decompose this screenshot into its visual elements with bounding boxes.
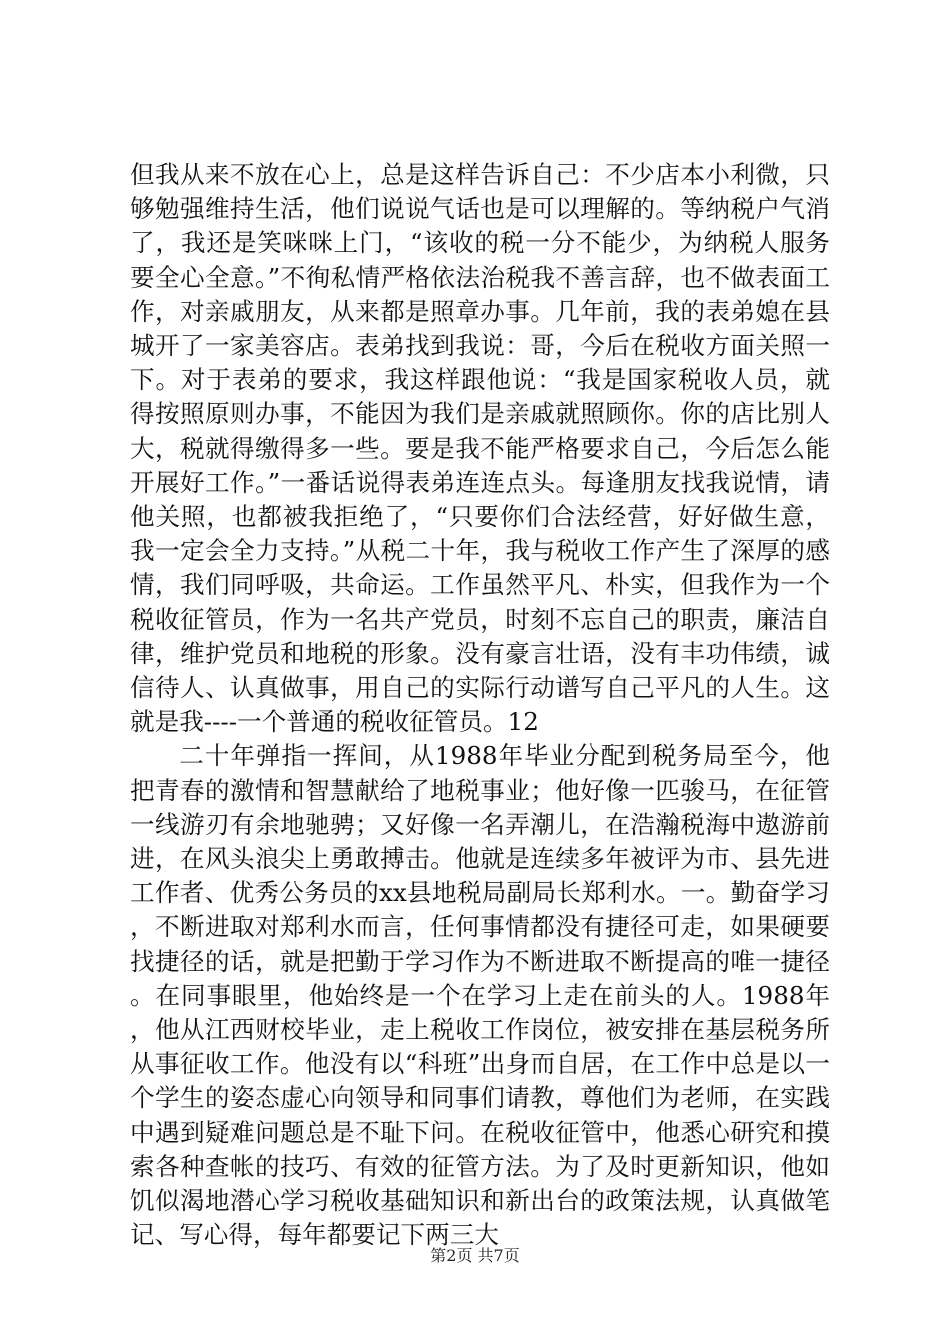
page-footer <box>0 1246 950 1266</box>
paragraph-continued: 但我从来不放在心上，总是这样告诉自己：不少店本小利微，只够勉强维持生活，他们说说气话也是可以理解的。等纳税户气消了，我还是笑咪咪上门，“该收的税一分不能少，为纳税人服务要全心全意。”不徇私情严格依法治税我不善言辞，也不做表面工作，对亲戚朋友，从来都是照章办事。几年前，我的表弟媳在县城开了一家美容店。表弟找到我说：哥，今后在税收方面关照一下。对于表弟的要求，我这样跟他说：“我是国家税收人员，就得按照原则办事，不能因为我们是亲戚就照顾你。你的店比别人大，税就得缴得多一些。要是我不能严格要求自己，今后怎么能开展好工作。”一番话说得表弟连连点头。每逢朋友找我说情，请他关照，也都被我拒绝了，“只要你们合法经营，好好做生意，我一定会全力支持。”从税二十年，我与税收工作产生了深厚的感情，我们同呼吸，共命运。工作虽然平凡、朴实，但我作为一个税收征管员，作为一名共产党员，时刻不忘自己的职责，廉洁自律，维护党员和地税的形象。没有豪言壮语，没有丰功伟绩，诚信待人、认真做事，用自己的实际行动谱写自己平凡的人生。这就是我----一个普通的税收征管员。12 <box>130 160 830 737</box>
paragraph-profile: 二十年弹指一挥间，从1988年毕业分配到税务局至今，他把青春的激情和智慧献给了地税事业；他好像一匹骏马，在征管一线游刃有余地驰骋；又好像一名弄潮儿，在浩瀚税海中遨游前进，在风头浪尖上勇敢搏击。他就是连续多年被评为市、县先进工作者、优秀公务员的xx县地税局副局长郑利水。一。勤奋学习，不断进取对郑利水而言，任何事情都没有捷径可走，如果硬要找捷径的话，就是把勤于学习作为不断进取不断提高的唯一捷径。在同事眼里，他始终是一个在学习上走在前头的人。1988年，他从江西财校毕业，走上税收工作岗位，被安排在基层税务所从事征收工作。他没有以“科班”出身而自居，在工作中总是以一个学生的姿态虚心向领导和同事们请教，尊他们为老师，在实践中遇到疑难问题总是不耻下问。在税收征管中，他悉心研究和摸索各种查帐的技巧、有效的征管方法。为了及时更新知识，他如饥似渴地潜心学习税收基础知识和新出台的政策法规，认真做笔记、写心得，每年都要记下两三大 <box>130 741 830 1250</box>
body-text <box>130 158 830 1253</box>
page-number-label: 第2页 共7页 <box>430 1246 520 1265</box>
